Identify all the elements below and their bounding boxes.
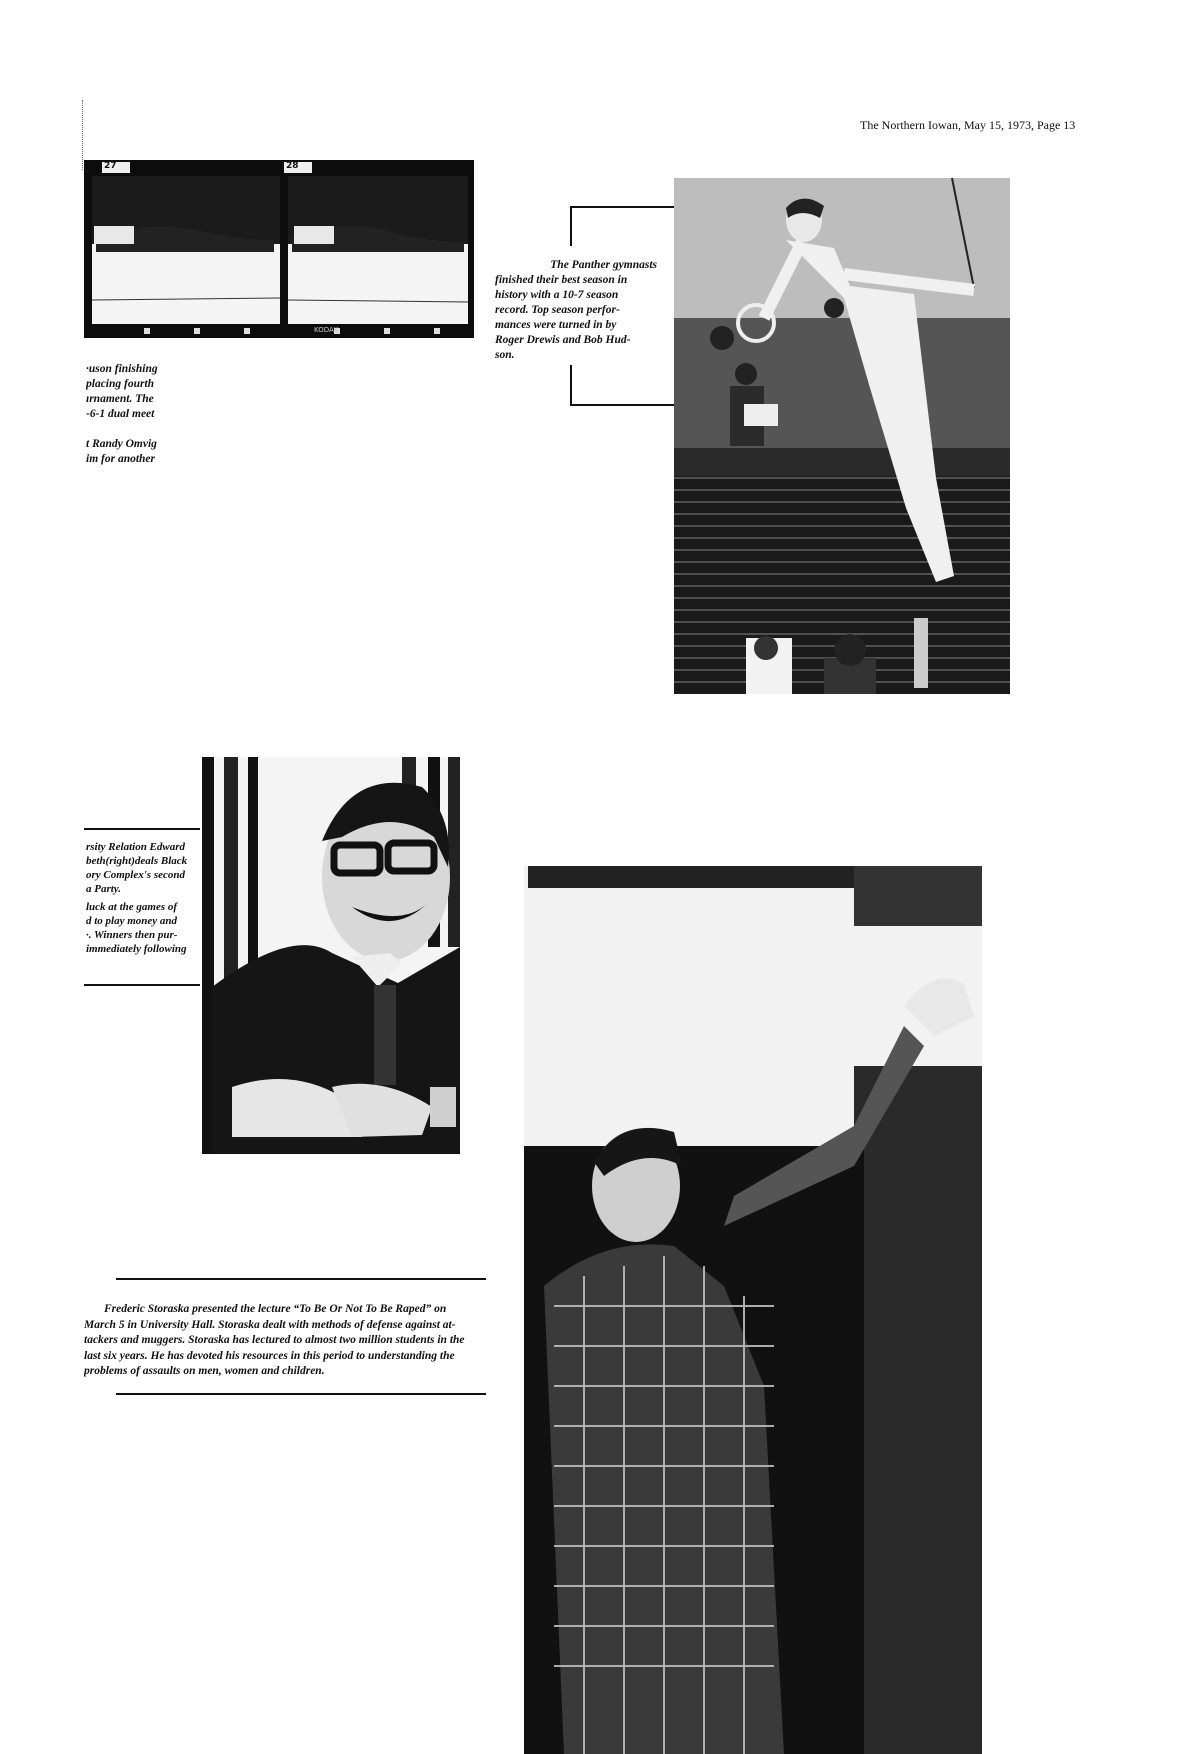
frame-number-2: 28 (286, 161, 299, 171)
caption-line: d to play money and (86, 915, 178, 927)
bracket-top-rule (570, 206, 674, 208)
caption-line: ırnament. The (86, 393, 154, 405)
caption-line: rsity Relation Edward (86, 841, 186, 853)
caption-line: tackers and muggers. Storaska has lectured to almost two million students in the (84, 1334, 465, 1346)
party-photo (202, 757, 460, 1154)
film-edge-print: KODAK (314, 326, 339, 334)
lecture-caption (84, 1302, 518, 1380)
caption-line: March 5 in University Hall. Storaska dealt with methods of defense against at- (84, 1318, 456, 1331)
bracket-top-stem (570, 206, 572, 246)
caption-line (86, 422, 186, 437)
caption-line: mances were turned in by (495, 319, 617, 331)
party-caption-top-rule (84, 828, 200, 830)
caption-line: son. (495, 349, 515, 361)
caption-line: t Randy Omvig (86, 438, 157, 450)
caption-line: record. Top season perfor- (495, 304, 620, 316)
film-strip-photo (84, 160, 474, 338)
caption-line: a Party. (86, 883, 122, 895)
caption-line: beth(right)deals Black (86, 855, 188, 867)
caption-line: placing fourth (86, 378, 155, 390)
caption-line: history with a 10-7 season (495, 289, 619, 301)
page-folio: The Northern Iowan, May 15, 1973, Page 13 (860, 118, 1076, 132)
lecture-photo (524, 866, 982, 1754)
caption-line: problems of assaults on men, women and children. (84, 1365, 325, 1377)
caption-line: ·uson finishing (86, 363, 158, 375)
caption-line: ory Complex's second (86, 869, 185, 881)
caption-line: luck at the games of (86, 901, 178, 913)
caption-line: The Panther gymnasts (550, 259, 657, 271)
party-caption (86, 840, 198, 956)
lecture-caption-bottom-rule (116, 1393, 486, 1395)
caption-line: Roger Drewis and Bob Hud- (495, 334, 631, 346)
bracket-bottom-rule (570, 404, 674, 406)
frame-number-1: 27 (104, 161, 117, 171)
wrestling-caption (86, 362, 186, 467)
caption-line: -6-1 dual meet (86, 408, 155, 420)
caption-line: finished their best season in (495, 274, 628, 286)
caption-line: im for another (86, 453, 156, 465)
caption-line: ·. Winners then pur- (86, 929, 178, 941)
lecture-caption-top-rule (116, 1278, 486, 1280)
gymnast-photo (674, 178, 1010, 694)
caption-line: last six years. He has devoted his resources in this period to understanding the (84, 1349, 455, 1362)
caption-line: immediately following (86, 943, 187, 955)
caption-line: Frederic Storaska presented the lecture “To Be Or Not To Be Raped” on (104, 1303, 447, 1315)
gymnast-caption (495, 258, 657, 363)
party-caption-bottom-rule (84, 984, 200, 986)
bracket-bottom-stem (570, 365, 572, 405)
